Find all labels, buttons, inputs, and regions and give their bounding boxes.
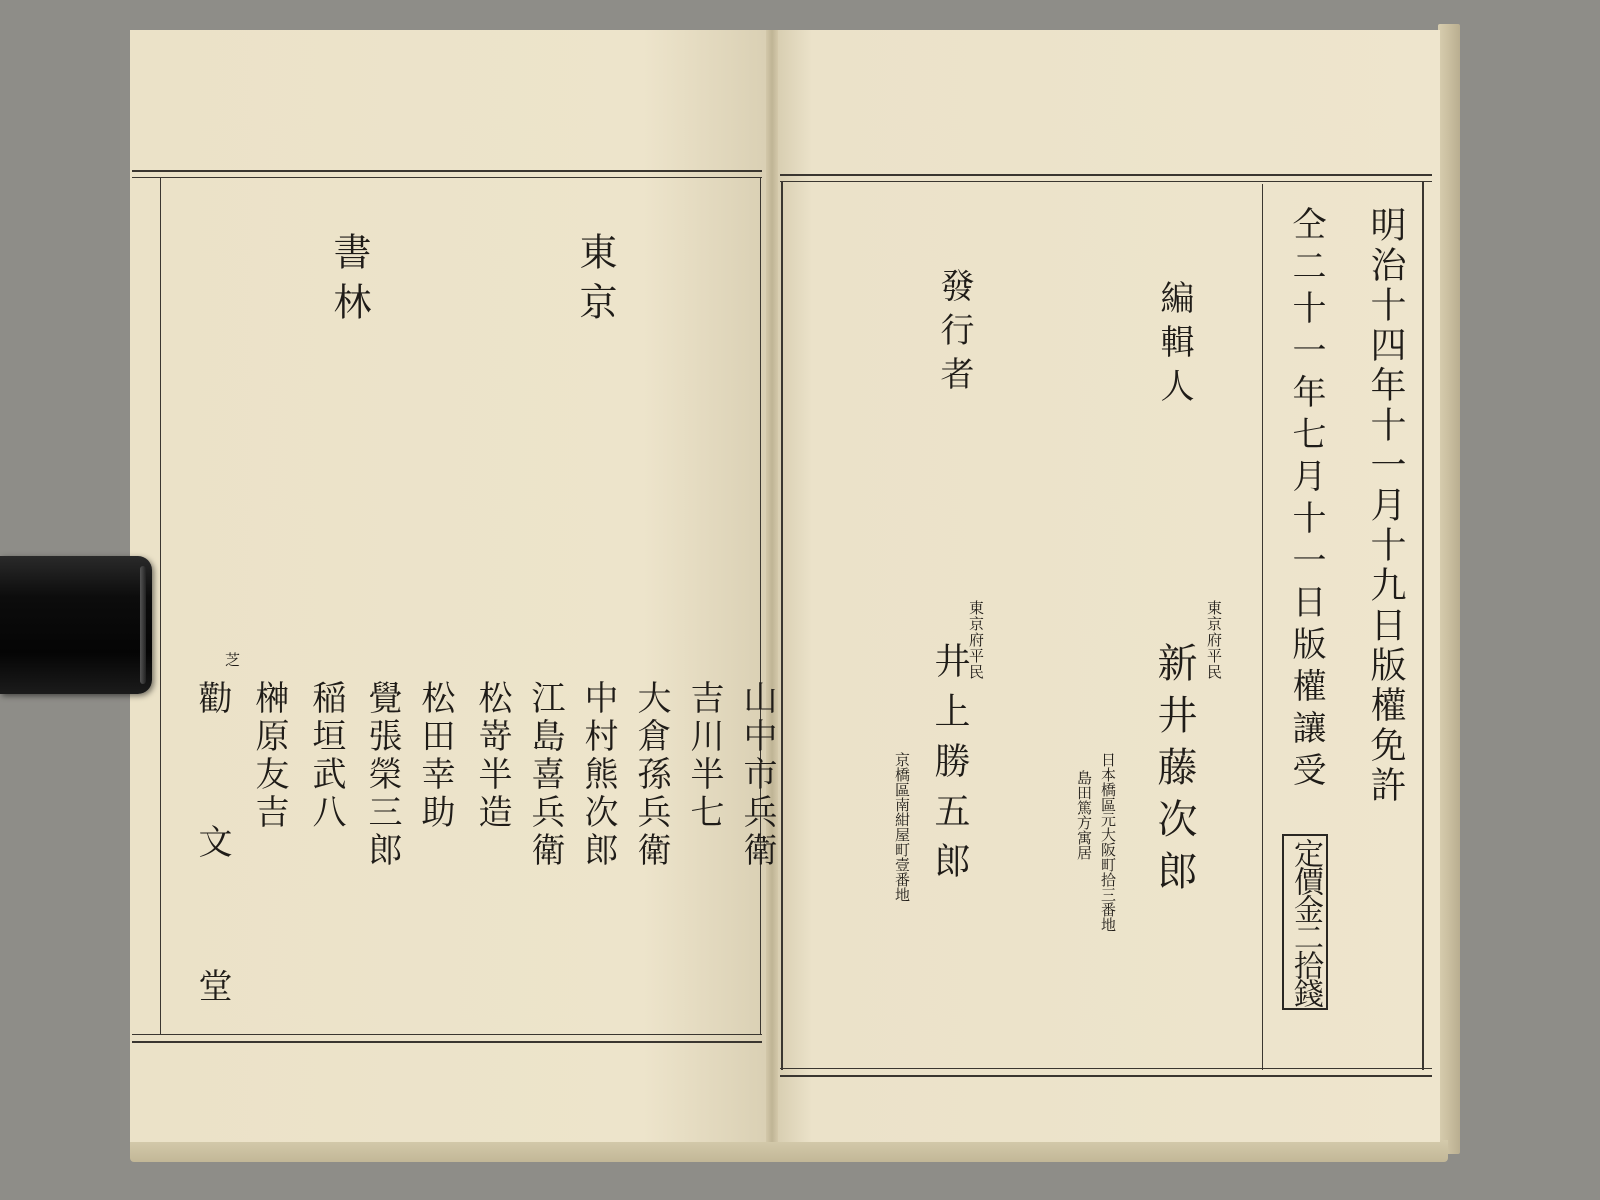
left-frame-left — [160, 178, 161, 1034]
page-edge-right — [1438, 24, 1460, 1154]
publisher-address: 京橋區南紺屋町壹番地 — [893, 752, 911, 902]
right-page — [772, 30, 1440, 1142]
editor-name: 新井藤次郎 — [1151, 642, 1197, 902]
bookstore-9: 稲垣武八 — [306, 680, 346, 832]
price-box: 定價金二拾錢 — [1282, 834, 1328, 1010]
right-frame-right — [1422, 182, 1424, 1070]
bookstore-1: 山中市兵衛 — [737, 680, 777, 870]
right-frame-top-outer — [780, 174, 1432, 176]
bookstore-3: 大倉孫兵衛 — [631, 680, 671, 870]
bookstore-10: 榊原友吉 — [249, 680, 289, 832]
heading-tokyo: 東京 — [573, 232, 617, 332]
right-frame-bottom-inner — [780, 1068, 1432, 1069]
bookstore-5: 江島喜兵衛 — [525, 680, 565, 870]
book-gutter — [766, 30, 778, 1142]
editor-address-1: 日本橋區元大阪町拾三番地 — [1099, 752, 1117, 932]
bookstore-11: 勸文堂 — [192, 680, 232, 1112]
publisher-status: 東京府平民 — [967, 600, 985, 680]
right-frame-left — [781, 182, 783, 1070]
heading-shorin: 書林 — [327, 232, 371, 332]
bookstore-6: 松嵜半造 — [472, 680, 512, 832]
editor-address-2: 島田篤方寓居 — [1075, 770, 1093, 860]
right-frame-divider — [1262, 184, 1263, 1070]
bookstore-4: 中村熊次郎 — [578, 680, 618, 870]
right-frame-top-inner — [780, 181, 1432, 182]
left-frame-top-outer — [132, 170, 762, 172]
bookstore-2: 吉川半七 — [684, 680, 724, 832]
binder-clip — [0, 556, 152, 694]
editor-label: 編輯人 — [1154, 280, 1194, 412]
left-frame-top-inner — [132, 177, 762, 178]
right-frame-bottom-outer — [780, 1075, 1432, 1077]
bookstore-7: 松田幸助 — [415, 680, 455, 832]
editor-status: 東京府平民 — [1205, 600, 1223, 680]
left-frame-right — [760, 178, 761, 1034]
license-line: 明治十四年十一月十九日版權免許 — [1365, 206, 1406, 806]
bookstore-prefix: 芝 — [223, 652, 241, 667]
publisher-name: 井上勝五郎 — [929, 642, 970, 892]
transfer-line: 仝二十一年七月十一日版權讓受 — [1286, 206, 1326, 794]
publisher-label: 發行者 — [934, 268, 974, 400]
bookstore-8: 覺張榮三郎 — [362, 680, 402, 870]
page-edge-bottom — [130, 1140, 1448, 1162]
